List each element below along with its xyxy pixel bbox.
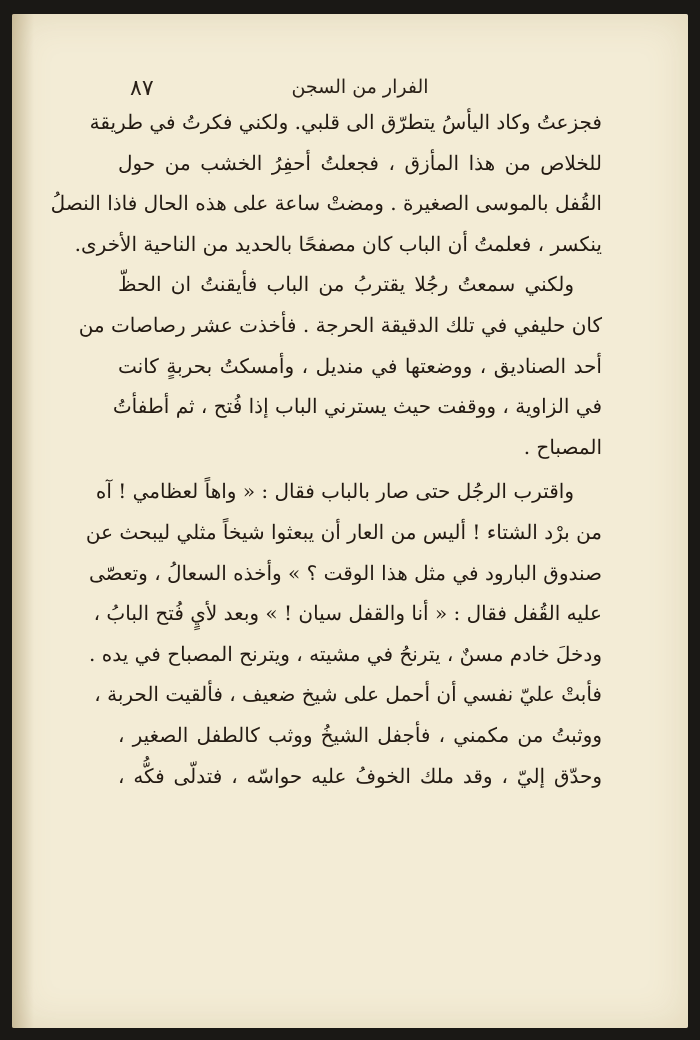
body-text — [50, 102, 602, 796]
text-line: فجزعتُ وكاد اليأسُ يتطرّق الى قلبي. ولكني فكرتُ في طريقة — [89, 110, 602, 134]
text-line: للخلاص من هذا المأزق ، فجعلتُ أحفِرُ الخشب من حول — [118, 150, 602, 175]
page-number: ٨٧ — [130, 76, 154, 101]
text-line: ووثبتُ من مكمني ، فأجفل الشيخُ ووثب كالطفل الصغير ، — [118, 722, 602, 747]
text-line: أحد الصناديق ، ووضعتها في منديل ، وأمسكتُ بحربةٍ كانت — [118, 353, 602, 378]
running-title: الفرار من السجن — [291, 76, 429, 98]
text-line: المصباح . — [523, 434, 602, 459]
text-line: صندوق البارود في مثل هذا الوقت ؟ » وأخذه السعالُ ، وتعصّى — [88, 560, 602, 585]
text-line: وحدّق إليّ ، وقد ملك الخوفُ عليه حواسّه ، فتدلّى فكُّه ، — [118, 763, 602, 788]
text-line: عليه القُفل فقال : « أنا والقفل سيان ! » وبعد لأيٍ فُتح البابُ ، — [93, 601, 602, 626]
text-line: ودخلَ خادم مسنٌ ، يترنحُ في مشيته ، ويترنح المصباح في يده . — [89, 641, 602, 666]
text-line: في الزاوية ، ووقفت حيث يسترني الباب إذا فُتح ، ثم أطفأتُ — [112, 394, 602, 419]
text-line: كان حليفي في تلك الدقيقة الحرجة . فأخذت عشر رصاصات من — [78, 312, 602, 337]
text-line: واقترب الرجُل حتى صار بالباب فقال : « واهاً لعظامي ! آه — [95, 479, 574, 504]
text-line: ولكني سمعتُ رجُلا يقتربُ من الباب فأيقنتُ ان الحظّ — [118, 272, 574, 297]
text-line: فأبتْ عليّ نفسي أن أحمل على شيخ ضعيف ، فألقيت الحربة ، — [94, 682, 602, 707]
text-line: من برْد الشتاء ! أليس من العار أن يبعثوا شيخاً مثلي ليبحث عن — [85, 519, 602, 544]
text-line: القُفل بالموسى الصغيرة . ومضتْ ساعة على هذه الحال فاذا النصلُ — [50, 191, 602, 216]
text-line: ينكسر ، فعلمتُ أن الباب كان مصفحًا بالحديد من الناحية الأخرى. — [74, 231, 602, 256]
